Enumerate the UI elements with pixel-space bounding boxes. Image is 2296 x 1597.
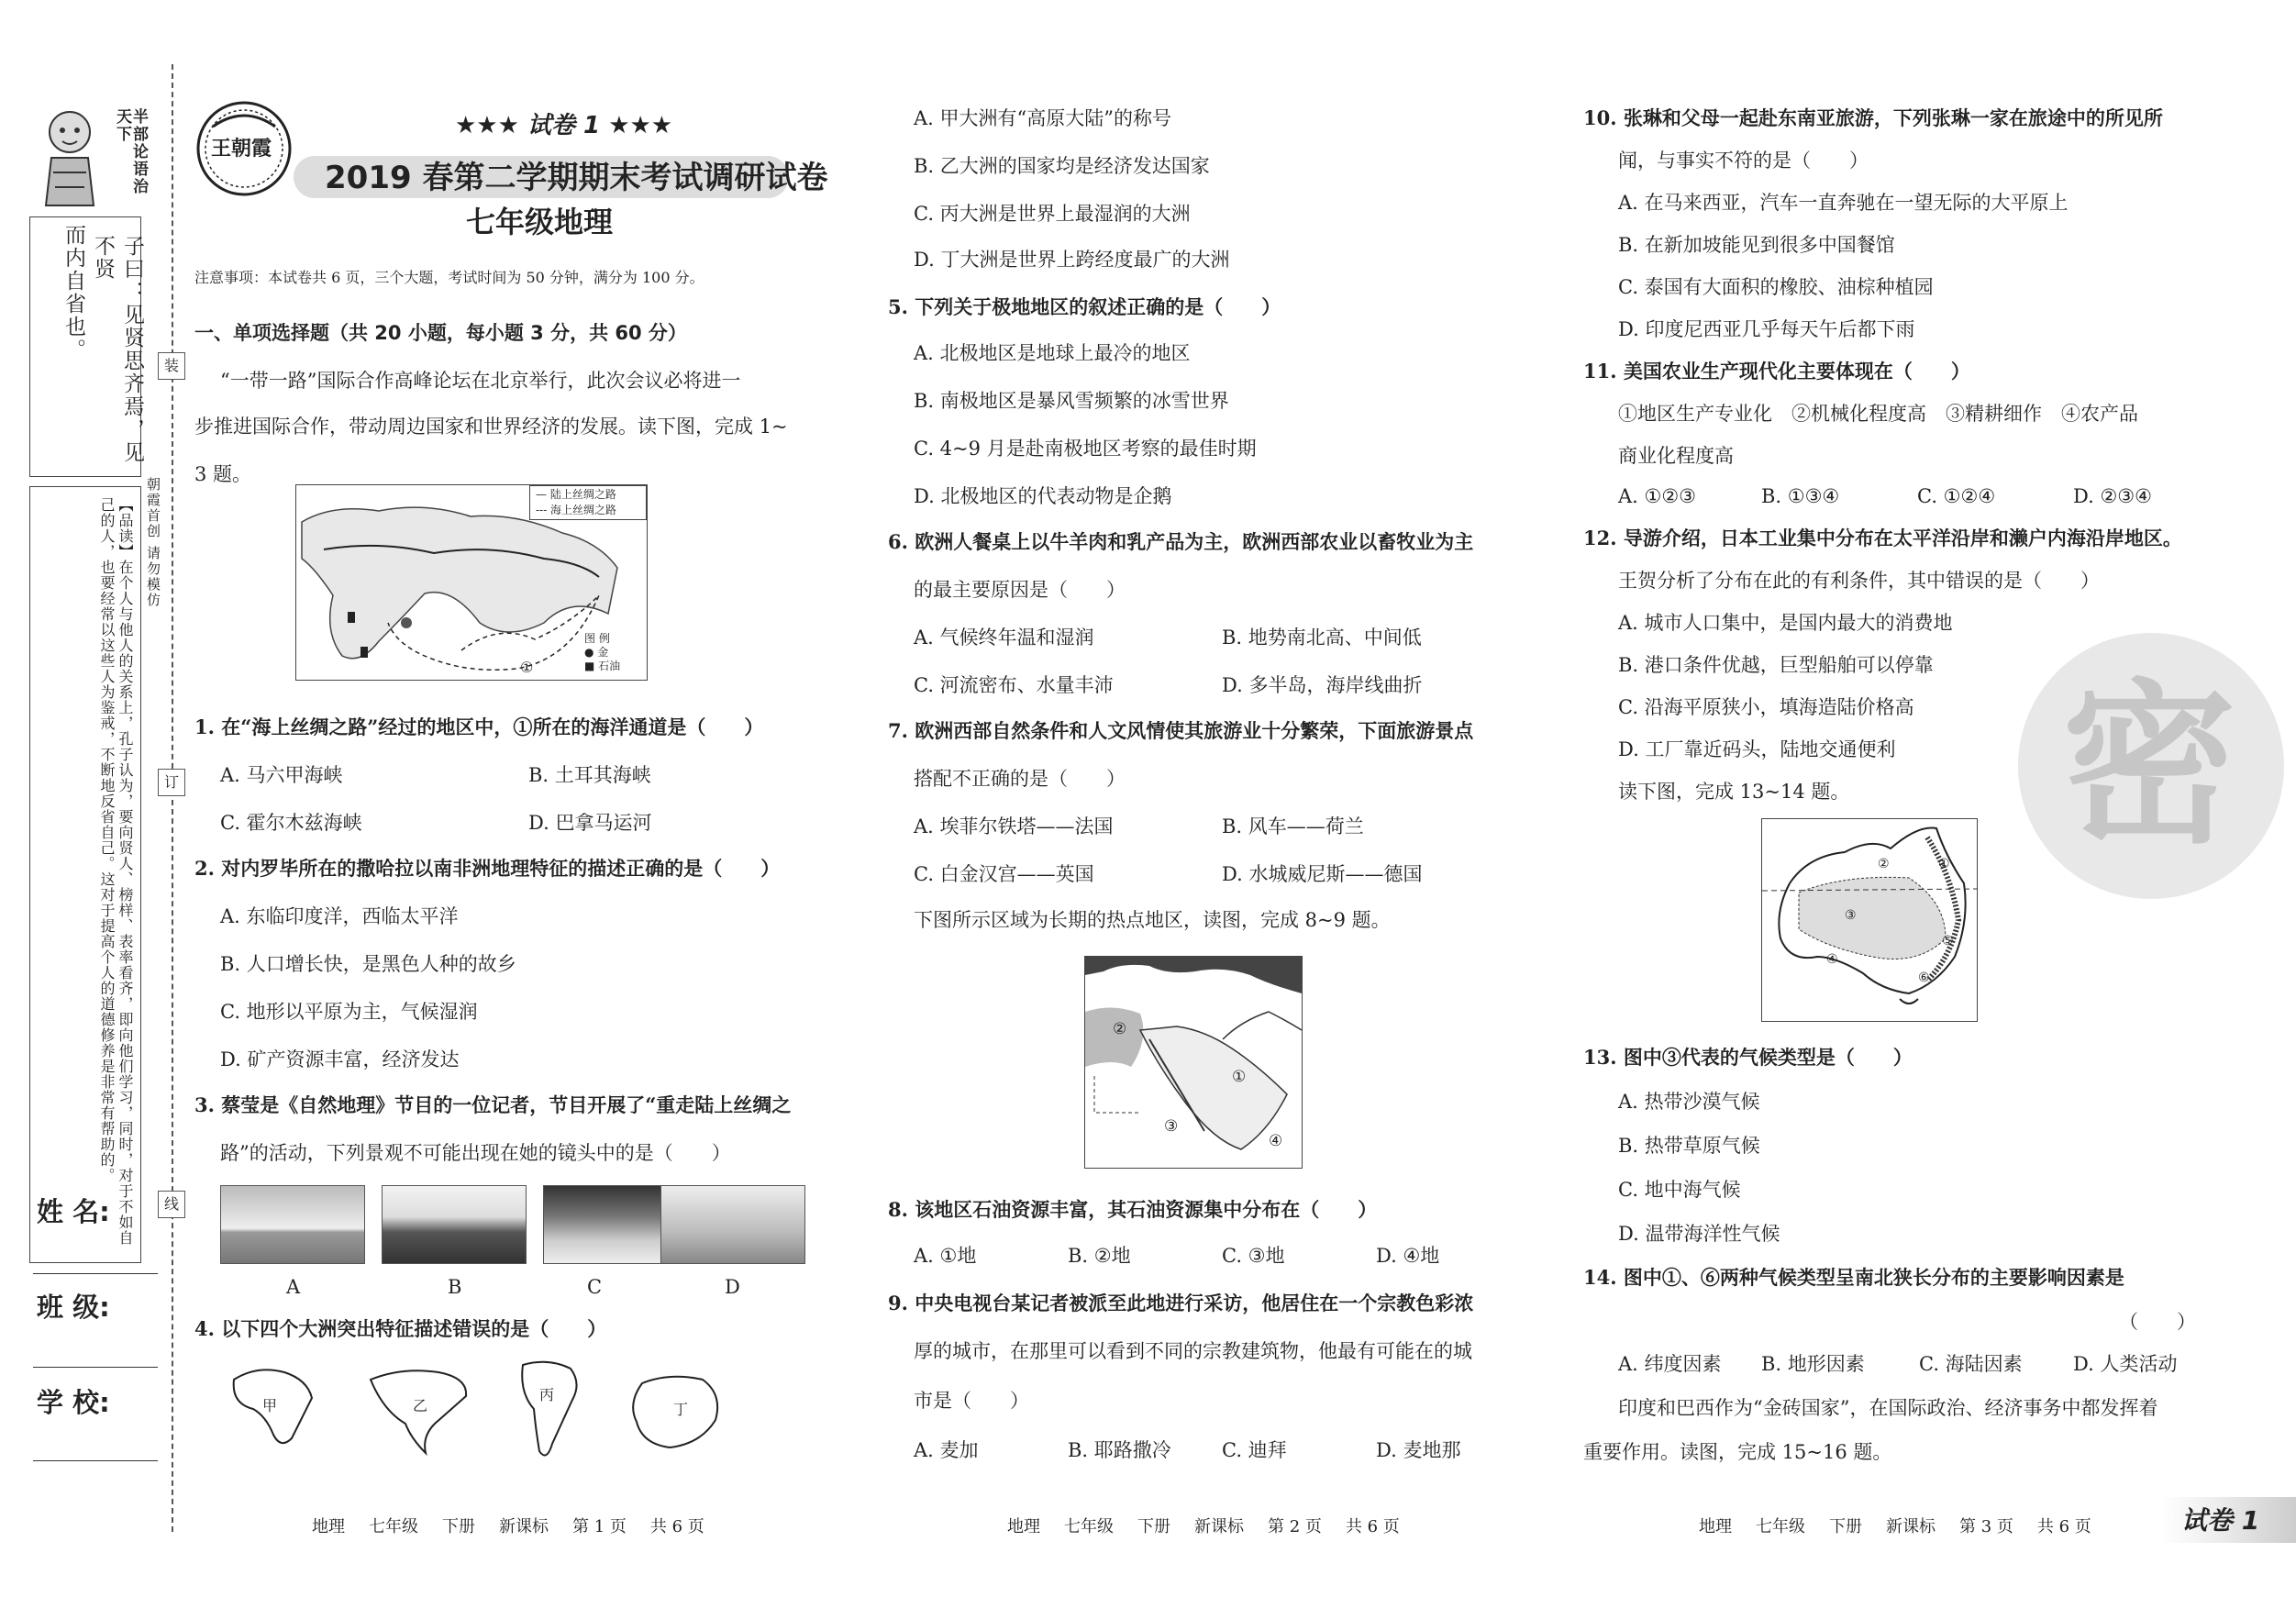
footer-2-edition: 新课标 (1194, 1517, 1244, 1536)
q5-option-c[interactable]: C. 4~9 月是赴南极地区考察的最佳时期 (914, 438, 1257, 460)
q14-option-d[interactable]: D. 人类活动 (2073, 1353, 2178, 1375)
q9-option-d[interactable]: D. 麦地那 (1376, 1439, 1461, 1461)
q2-stem: 2. 对内罗毕所在的撒哈拉以南非洲地理特征的描述正确的是（ ） (194, 857, 781, 880)
footer-2-subject: 地理 (1007, 1517, 1040, 1536)
q1-option-d[interactable]: D. 巴拿马运河 (528, 812, 652, 834)
q7-option-c[interactable]: C. 白金汉宫——英国 (914, 863, 1094, 885)
intro-line-3: 3 题。 (194, 463, 252, 485)
quote-line-1: 子曰：见贤思齐焉，见不贤 (91, 235, 144, 464)
footer-1-subject: 地理 (312, 1517, 345, 1536)
q3-stem-2: 路”的活动，下列景观不可能出现在她的镜头中的是（ ） (220, 1142, 731, 1164)
q9-option-c[interactable]: C. 迪拜 (1222, 1439, 1287, 1461)
footer-3-edition: 新课标 (1886, 1517, 1936, 1536)
silk-map-mark: ① (520, 659, 534, 676)
q3-photo-b (382, 1185, 527, 1264)
q1-option-b[interactable]: B. 土耳其海峡 (528, 764, 651, 786)
section-heading: 一、单项选择题（共 20 小题，每小题 3 分，共 60 分） (194, 322, 687, 344)
q3-stem-1: 3. 蔡莹是《自然地理》节目的一位记者，节目开展了“重走陆上丝绸之 (194, 1093, 792, 1116)
q10-option-b[interactable]: B. 在新加坡能见到很多中国餐馆 (1618, 234, 1895, 256)
footer-3-subject: 地理 (1699, 1517, 1732, 1536)
secret-watermark-text: 密 (2062, 664, 2237, 867)
q8-option-d[interactable]: D. ④地 (1376, 1245, 1440, 1267)
footer-page-1 (312, 1514, 728, 1537)
footer-page-3 (1699, 1514, 2115, 1537)
legend-gold-text: 金 (597, 646, 609, 659)
continent-ding (624, 1370, 727, 1453)
q2-option-d[interactable]: D. 矿产资源丰富，经济发达 (220, 1048, 460, 1070)
q9-option-b[interactable]: B. 耶路撒冷 (1068, 1439, 1171, 1461)
notice: 注意事项：本试卷共 6 页，三个大题，考试时间为 50 分钟，满分为 100 分。 (194, 269, 704, 286)
footer-page-2 (1007, 1514, 1424, 1537)
school-label: 学 校: (37, 1387, 110, 1418)
corner-tag (2161, 1497, 2296, 1543)
q4-option-a[interactable]: A. 甲大洲有“高原大陆”的称号 (914, 107, 1171, 129)
footer-3-total: 共 6 页 (2036, 1517, 2091, 1536)
q10-stem-2: 闻，与事实不符的是（ ） (1618, 150, 1869, 172)
intro-line-1: “一带一路”国际合作高峰论坛在北京举行，此次会议必将进一 (220, 370, 741, 392)
seal-mark-1 (158, 352, 185, 380)
continent-yi-label: 乙 (413, 1397, 428, 1414)
q8-option-b[interactable]: B. ②地 (1068, 1245, 1131, 1267)
q15-intro-1: 印度和巴西作为“金砖国家”，在国际政治、经济事务中都发挥着 (1618, 1397, 2158, 1419)
legend-sea-text: 海上丝绸之路 (549, 504, 616, 516)
q4-stem: 4. 以下四个大洲突出特征描述错误的是（ ） (194, 1317, 607, 1340)
silk-map-legend-oil: ■ 石油 (584, 660, 621, 672)
q9-option-a[interactable]: A. 麦加 (914, 1439, 979, 1461)
q9-stem-1: 9. 中央电视台某记者被派至此地进行采访，他居住在一个宗教色彩浓 (888, 1292, 1474, 1314)
me-mark-3: ③ (1164, 1117, 1179, 1136)
q9-stem-2: 厚的城市，在那里可以看到不同的宗教建筑物，他最有可能在的城 (914, 1340, 1472, 1362)
q11-items-1: ①地区生产专业化 ②机械化程度高 ③精耕细作 ④农产品 (1618, 403, 2138, 425)
legend-land: — 陆上丝绸之路 (536, 488, 616, 501)
sage-avatar (33, 106, 106, 207)
q3-label-c[interactable]: C (587, 1276, 603, 1298)
binding-line (172, 64, 173, 1532)
continent-ding-label: 丁 (673, 1401, 689, 1418)
q6-option-b[interactable]: B. 地势南北高、中间低 (1222, 627, 1422, 649)
q7-stem-1: 7. 欧洲西部自然条件和人文风情使其旅游业十分繁荣，下面旅游景点 (888, 719, 1474, 742)
q14-answer-paren: （ ） (2119, 1311, 2196, 1333)
q14-option-c[interactable]: C. 海陆因素 (1919, 1353, 2023, 1375)
q14-option-b[interactable]: B. 地形因素 (1761, 1353, 1865, 1375)
q4-option-d[interactable]: D. 丁大洲是世界上跨经度最广的大洲 (914, 249, 1230, 271)
q13-option-d[interactable]: D. 温带海洋性气候 (1618, 1223, 1780, 1245)
quote-line-2: 而内自省也。 (61, 224, 85, 361)
q3-photo-a (220, 1185, 365, 1264)
me-mark-2: ② (1113, 1020, 1127, 1038)
footer-3-term: 下册 (1829, 1517, 1862, 1536)
q3-label-a[interactable]: A (286, 1276, 301, 1298)
silk-map-legend-title: 图 例 (584, 632, 610, 645)
q5-stem: 5. 下列关于极地地区的叙述正确的是（ ） (888, 295, 1281, 318)
continent-bing (512, 1356, 585, 1466)
q6-option-a[interactable]: A. 气候终年温和湿润 (914, 627, 1094, 649)
q10-stem-1: 10. 张琳和父母一起赴东南亚旅游，下列张琳一家在旅途中的所见所 (1583, 106, 2163, 129)
seal-text-2: 订 (163, 773, 179, 791)
middle-east-map (1084, 956, 1303, 1169)
q12-option-d[interactable]: D. 工厂靠近码头，陆地交通便利 (1618, 738, 1896, 760)
q7-option-d[interactable]: D. 水城威尼斯——德国 (1222, 863, 1423, 885)
au-mark-3: ③ (1845, 908, 1857, 923)
silk-map-legend-gold: ● 金 (584, 646, 609, 659)
seal-mark-3 (158, 1191, 185, 1218)
secret-watermark (2018, 633, 2284, 899)
seal-text-3: 线 (163, 1195, 179, 1213)
q11-stem: 11. 美国农业生产现代化主要体现在（ ） (1583, 360, 1970, 383)
copyright-note: 朝霞首创 请勿模仿 (145, 477, 161, 608)
legend-oil-text: 石油 (598, 660, 621, 672)
q10-option-c[interactable]: C. 泰国有大面积的橡胶、油棕种植园 (1618, 276, 1934, 298)
reading-text: 【品读】在个人与他人的关系上，孔子认为，要向贤人、榜样、表率看齐，即向他们学习，同时，对于不如自己的人，也要经常以这些人为鉴戒，不断地反省自己。这对于提高个人的道德修养是非常有帮助的。 (98, 497, 134, 1246)
q11-option-a[interactable]: A. ①②③ (1618, 485, 1696, 507)
q3-photo-d (660, 1185, 805, 1264)
footer-1-edition: 新课标 (499, 1517, 549, 1536)
q5-option-a[interactable]: A. 北极地区是地球上最冷的地区 (914, 342, 1191, 364)
q15-intro-2: 重要作用。读图，完成 15~16 题。 (1583, 1441, 1892, 1463)
q7-option-a[interactable]: A. 埃菲尔铁塔——法国 (914, 815, 1114, 837)
q13-option-c[interactable]: C. 地中海气候 (1618, 1179, 1741, 1201)
q10-option-d[interactable]: D. 印度尼西亚几乎每天午后都下雨 (1618, 318, 1915, 340)
au-mark-5: ⑤ (1942, 934, 1954, 948)
q11-option-d[interactable]: D. ②③④ (2073, 485, 2152, 507)
name-field[interactable] (33, 1273, 158, 1274)
footer-2-total: 共 6 页 (1345, 1517, 1400, 1536)
q12-option-b[interactable]: B. 港口条件优越，巨型船舶可以停靠 (1618, 654, 1934, 676)
intro-line-2: 步推进国际合作，带动周边国家和世界经济的发展。读下图，完成 1~ (194, 416, 788, 438)
q12-stem-2: 王贺分析了分布在此的有利条件，其中错误的是（ ） (1618, 570, 2100, 592)
series-label: ★★★ 试卷 1 ★★★ (455, 112, 673, 139)
q8-stem: 8. 该地区石油资源丰富，其石油资源集中分布在（ ） (888, 1198, 1378, 1221)
continent-bing-label: 丙 (539, 1386, 555, 1403)
middle-east-intro: 下图所示区域为长期的热点地区，读图，完成 8~9 题。 (914, 909, 1391, 931)
legend-sea: --- 海上丝绸之路 (536, 504, 616, 516)
corner-tag-text: 试卷 1 (2181, 1505, 2260, 1536)
q10-option-a[interactable]: A. 在马来西亚，汽车一直奔驰在一望无际的大平原上 (1618, 192, 2069, 214)
au-mark-2: ② (1878, 857, 1890, 871)
q14-stem: 14. 图中①、⑥两种气候类型呈南北狭长分布的主要影响因素是 (1583, 1266, 2124, 1289)
series-text: 试卷 1 (527, 112, 601, 139)
name-label: 姓 名: (37, 1196, 110, 1227)
q4-option-b[interactable]: B. 乙大洲的国家均是经济发达国家 (914, 155, 1210, 177)
q13-stem: 13. 图中③代表的气候类型是（ ） (1583, 1046, 1913, 1069)
continent-jia-label: 甲 (262, 1397, 278, 1414)
q5-option-d[interactable]: D. 北极地区的代表动物是企鹅 (914, 485, 1172, 507)
q4-option-c[interactable]: C. 丙大洲是世界上最湿润的大洲 (914, 203, 1191, 225)
continent-jia (220, 1361, 321, 1453)
q5-option-b[interactable]: B. 南极地区是暴风雪频繁的冰雪世界 (914, 390, 1229, 412)
au-mark-4: ④ (1826, 952, 1838, 967)
footer-1-grade: 七年级 (369, 1517, 418, 1536)
q1-stem: 1. 在“海上丝绸之路”经过的地区中，①所在的海洋通道是（ ） (194, 715, 764, 738)
continent-yi (365, 1365, 475, 1457)
footer-1-page: 第 1 页 (572, 1517, 627, 1536)
school-field[interactable] (33, 1460, 158, 1461)
brand-logo (194, 99, 294, 198)
seal-text-1: 装 (163, 357, 179, 374)
q12-option-c[interactable]: C. 沿海平原狭小，填海造陆价格高 (1618, 696, 1914, 718)
q1-option-a[interactable]: A. 马六甲海峡 (220, 764, 343, 786)
footer-2-term: 下册 (1137, 1517, 1170, 1536)
footer-3-page: 第 3 页 (1959, 1517, 2013, 1536)
q6-stem-1: 6. 欧洲人餐桌上以牛羊肉和乳产品为主，欧洲西部农业以畜牧业为主 (888, 530, 1474, 553)
seal-mark-2 (158, 769, 185, 796)
q2-option-a[interactable]: A. 东临印度洋，西临太平洋 (220, 905, 459, 927)
q3-label-b[interactable]: B (448, 1276, 462, 1298)
q6-stem-2: 的最主要原因是（ ） (914, 579, 1126, 601)
q1-option-c[interactable]: C. 霍尔木兹海峡 (220, 812, 362, 834)
q8-option-c[interactable]: C. ③地 (1222, 1245, 1285, 1267)
q2-option-c[interactable]: C. 地形以平原为主，气候湿润 (220, 1001, 478, 1023)
motto-title: 半部论语治天下 (113, 108, 148, 195)
q6-option-c[interactable]: C. 河流密布、水量丰沛 (914, 674, 1114, 696)
logo-text: 王朝霞 (211, 138, 272, 161)
q8-option-a[interactable]: A. ①地 (914, 1245, 977, 1267)
footer-3-grade: 七年级 (1756, 1517, 1805, 1536)
silk-road-map (295, 484, 648, 681)
q11-option-b[interactable]: B. ①③④ (1761, 485, 1840, 507)
australia-intro: 读下图，完成 13~14 题。 (1618, 781, 1850, 803)
footer-1-total: 共 6 页 (649, 1517, 704, 1536)
au-mark-1: ① (1938, 857, 1950, 871)
q6-option-d[interactable]: D. 多半岛，海岸线曲折 (1222, 674, 1423, 696)
footer-1-term: 下册 (442, 1517, 475, 1536)
q11-option-c[interactable]: C. ①②④ (1917, 485, 1996, 507)
q12-option-a[interactable]: A. 城市人口集中，是国内最大的消费地 (1618, 612, 1953, 634)
exam-title: 2019 春第二学期期末考试调研试卷 (325, 160, 828, 196)
q7-option-b[interactable]: B. 风车——荷兰 (1222, 815, 1364, 837)
q3-label-d[interactable]: D (725, 1276, 740, 1298)
q13-option-a[interactable]: A. 热带沙漠气候 (1618, 1091, 1760, 1113)
q14-option-a[interactable]: A. 纬度因素 (1618, 1353, 1722, 1375)
q11-items-2: 商业化程度高 (1618, 445, 1734, 467)
q13-option-b[interactable]: B. 热带草原气候 (1618, 1135, 1760, 1157)
footer-2-grade: 七年级 (1064, 1517, 1114, 1536)
class-label: 班 级: (37, 1292, 110, 1323)
australia-map (1761, 818, 1978, 1022)
q9-stem-3: 市是（ ） (914, 1390, 1029, 1412)
q7-stem-2: 搭配不正确的是（ ） (914, 768, 1126, 790)
exam-subtitle: 七年级地理 (466, 205, 614, 239)
q2-option-b[interactable]: B. 人口增长快，是黑色人种的故乡 (220, 953, 516, 975)
me-mark-1: ① (1232, 1068, 1247, 1086)
footer-2-page: 第 2 页 (1268, 1517, 1322, 1536)
q12-stem-1: 12. 导游介绍，日本工业集中分布在太平洋沿岸和濑户内海沿岸地区。 (1583, 527, 2182, 549)
silk-map-legend (529, 485, 647, 520)
au-mark-6: ⑥ (1918, 970, 1930, 985)
class-field[interactable] (33, 1367, 158, 1368)
legend-land-text: 陆上丝绸之路 (549, 488, 616, 501)
me-mark-4: ④ (1269, 1132, 1283, 1150)
